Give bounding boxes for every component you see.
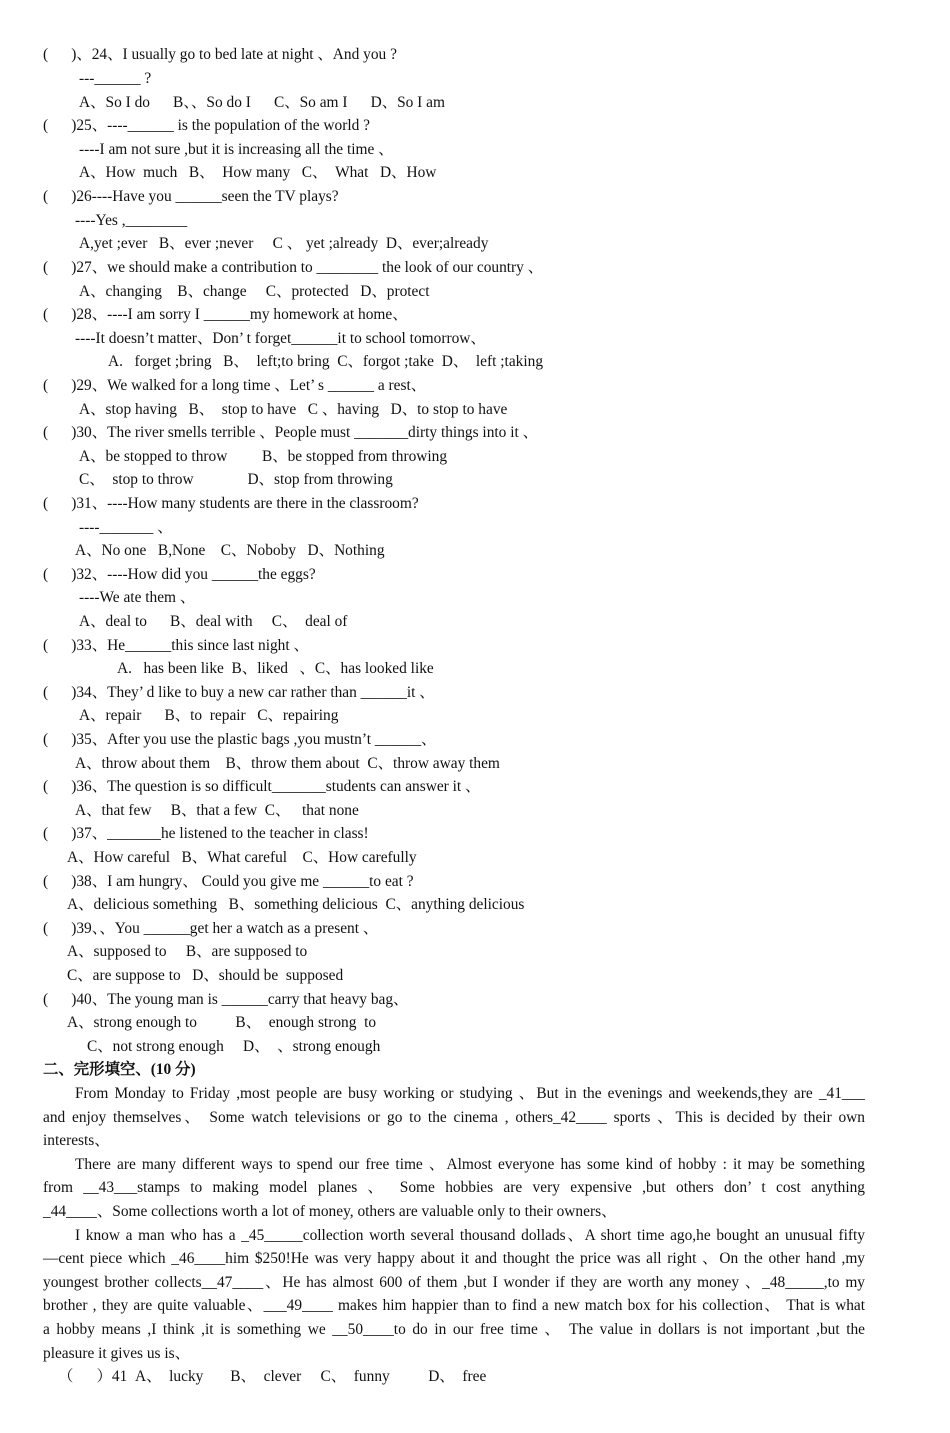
question-32-response: ----We ate them 、 bbox=[79, 589, 196, 606]
question-29: ( )29、We walked for a long time 、Let’ s ______ a rest、 bbox=[43, 377, 427, 394]
question-31-options: A、No one B,None C、Noboby D、Nothing bbox=[75, 542, 385, 559]
question-41-options: （ ）41 A、 lucky B、 clever C、 funny D、 free bbox=[58, 1368, 487, 1385]
cloze-paragraph-3-line-2: —cent piece which _46____him $250!He was very happy about it and thought the price was all right 、On the other hand ,my bbox=[43, 1250, 865, 1267]
question-34-options: A、repair B、to repair C、repairing bbox=[79, 707, 339, 724]
question-39-options-ab: A、supposed to B、are supposed to bbox=[67, 943, 308, 960]
cloze-paragraph-1-line-2: and enjoy themselves、 Some watch televisions or go to the cinema , others_42____ sports 、This is decided by their own bbox=[43, 1109, 865, 1126]
cloze-paragraph-3-line-4: brother , they are quite valuable、___49____ makes him happier than to find a new match box for his collection、 That is what bbox=[43, 1297, 865, 1314]
question-40: ( )40、The young man is ______carry that heavy bag、 bbox=[43, 991, 409, 1008]
question-38: ( )38、I am hungry、 Could you give me ______to eat ? bbox=[43, 873, 414, 890]
question-27-options: A、changing B、change C、protected D、protect bbox=[79, 283, 430, 300]
cloze-paragraph-3-line-5: a hobby means ,I think ,it is something we __50____to do in our free time 、 The value in dollars is not important ,but the bbox=[43, 1321, 865, 1338]
question-40-options-cd: C、not strong enough D、 、strong enough bbox=[87, 1038, 381, 1055]
cloze-paragraph-2-line-2: from __43___stamps to making model planes 、 Some hobbies are very expensive ,but others don’ t cost anything bbox=[43, 1179, 865, 1196]
question-26-response: ----Yes ,________ bbox=[75, 212, 188, 229]
cloze-paragraph-1-line-3: interests、 bbox=[43, 1132, 110, 1149]
question-24-options: A、So I do B、、So do I C、So am I D、So I am bbox=[79, 94, 445, 111]
question-35-options: A、throw about them B、throw them about C、throw away them bbox=[75, 755, 500, 772]
question-34: ( )34、They’ d like to buy a new car rather than ______it 、 bbox=[43, 684, 435, 701]
question-35: ( )35、After you use the plastic bags ,you mustn’t ______、 bbox=[43, 731, 437, 748]
cloze-paragraph-1-line-1: From Monday to Friday ,most people are busy working or studying 、But in the evenings and weekends,they are _41___ bbox=[75, 1085, 865, 1102]
question-30: ( )30、The river smells terrible 、People must _______dirty things into it 、 bbox=[43, 424, 539, 441]
question-31: ( )31、----How many students are there in the classroom? bbox=[43, 495, 419, 512]
question-27: ( )27、we should make a contribution to ________ the look of our country 、 bbox=[43, 259, 544, 276]
question-25-response: ----I am not sure ,but it is increasing all the time 、 bbox=[79, 141, 394, 158]
question-26-options: A,yet ;ever B、ever ;never C 、 yet ;already D、ever;already bbox=[79, 235, 489, 252]
question-36-options: A、that few B、that a few C、 that none bbox=[75, 802, 359, 819]
question-36: ( )36、The question is so difficult_______students can answer it 、 bbox=[43, 778, 481, 795]
question-31-response: ----_______ 、 bbox=[79, 519, 173, 536]
question-29-options: A、stop having B、 stop to have C 、having D、to stop to have bbox=[79, 401, 508, 418]
question-33: ( )33、He______this since last night 、 bbox=[43, 637, 309, 654]
cloze-paragraph-2-line-3: _44____、Some collections worth a lot of money, others are valuable only to their owners、 bbox=[43, 1203, 617, 1220]
question-32: ( )32、----How did you ______the eggs? bbox=[43, 566, 316, 583]
question-33-options: A. has been like B、liked 、C、has looked like bbox=[117, 660, 434, 677]
cloze-paragraph-3-line-1: I know a man who has a _45_____collection worth several thousand dollads、A short time ago,he bought an unusual fifty bbox=[75, 1227, 865, 1244]
question-40-options-ab: A、strong enough to B、 enough strong to bbox=[67, 1014, 377, 1031]
question-37: ( )37、_______he listened to the teacher in class! bbox=[43, 825, 369, 842]
section-2-heading: 二、完形填空、(10 分) bbox=[43, 1061, 196, 1078]
question-25: ( )25、----______ is the population of the world ? bbox=[43, 117, 370, 134]
question-30-options-ab: A、be stopped to throw B、be stopped from throwing bbox=[79, 448, 448, 465]
question-38-options: A、delicious something B、something delicious C、anything delicious bbox=[67, 896, 525, 913]
question-39: ( )39、、You ______get her a watch as a present 、 bbox=[43, 920, 379, 937]
question-28-response: ----It doesn’t matter、Don’ t forget______it to school tomorrow、 bbox=[75, 330, 486, 347]
cloze-paragraph-3-line-6: pleasure it gives us is、 bbox=[43, 1345, 191, 1362]
question-24: ( )、24、I usually go to bed late at night 、And you ? bbox=[43, 46, 397, 63]
question-30-options-cd: C、 stop to throw D、stop from throwing bbox=[79, 471, 393, 488]
question-32-options: A、deal to B、deal with C、 deal of bbox=[79, 613, 348, 630]
question-25-options: A、How much B、 How many C、 What D、How bbox=[79, 164, 437, 181]
question-24-response: ---______ ? bbox=[79, 70, 152, 87]
question-26: ( )26----Have you ______seen the TV plays? bbox=[43, 188, 339, 205]
cloze-paragraph-3-line-3: youngest brother collects__47____、He has almost 600 of them ,but I wonder if they are worth any money 、_48_____,to my bbox=[43, 1274, 865, 1291]
question-28: ( )28、----I am sorry I ______my homework at home、 bbox=[43, 306, 408, 323]
question-28-options: A. forget ;bring B、 left;to bring C、forgot ;take D、 left ;taking bbox=[108, 353, 544, 370]
question-37-options: A、How careful B、What careful C、How carefully bbox=[67, 849, 417, 866]
question-39-options-cd: C、are suppose to D、should be supposed bbox=[67, 967, 344, 984]
cloze-paragraph-2-line-1: There are many different ways to spend our free time 、Almost everyone has some kind of hobby : it may be something bbox=[75, 1156, 865, 1173]
